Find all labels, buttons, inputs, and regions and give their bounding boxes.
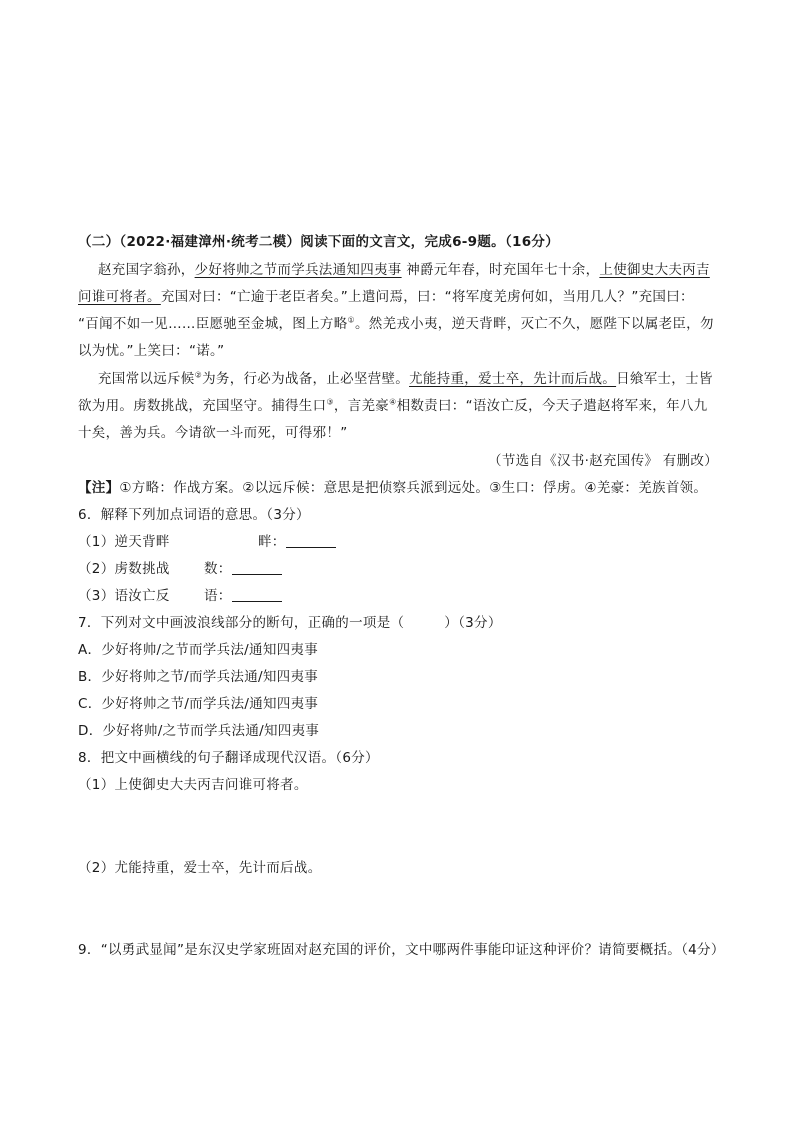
underlined-sentence-2: 尤能持重，爱士卒，先计而后战。 <box>409 371 617 387</box>
underlined-sentence-1: 上使御史大夫丙吉 <box>599 262 710 278</box>
wavy-underlined-text: 少好将帅之节而学兵法通知四夷事 <box>194 262 402 278</box>
note-marker: ④ <box>389 397 397 407</box>
q6-item-1: （1）逆天背畔 畔： <box>78 532 728 552</box>
passage-p1-line2: 问谁可将者。充国对曰：“亡逾于老臣者矣。”上遣问焉，曰：“将军度羌虏何如，当用几人？”充国曰： <box>78 289 694 305</box>
q6-item-3: （3）语汝亡反 语： <box>78 586 728 606</box>
notes-text: ①方略：作战方案。②以远斥候：意思是把侦察兵派到远处。③生口：俘虏。④羌豪：羌族首领。 <box>119 480 708 496</box>
q8-sentence-2: （2）尤能持重，爱士卒，先计而后战。 <box>78 860 322 876</box>
passage-p2-line3: 十矣，善为兵。今请欲一斗而死，可得邪！” <box>78 425 348 441</box>
note-marker: ① <box>347 315 355 325</box>
passage-p2-line2: 欲为用。虏数挑战，充国坚守。捕得生口③，言羌豪④相数责曰：“语汝亡反，今天子遣赵将军来，年八九 <box>78 397 708 414</box>
q8-sentence-1: （1）上使御史大夫丙吉问谁可将者。 <box>78 777 308 793</box>
underlined-sentence-1-cont: 问谁可将者。 <box>78 289 161 305</box>
passage-source: （节选自《汉书·赵充国传》 有删改） <box>488 453 718 469</box>
q7-option-a: A．少好将帅/之节而学兵法/通知四夷事 <box>78 642 319 658</box>
notes-label: 【注】 <box>78 480 120 496</box>
passage-p1-line1: 赵充国字翁孙，少好将帅之节而学兵法通知四夷事 神爵元年春，时充国年七十余，上使御史大夫丙吉 <box>98 262 710 278</box>
q7-option-c: C．少好将帅之节/而学兵法/通知四夷事 <box>78 696 319 712</box>
q7-option-d: D．少好将帅/之节而学兵法通/知四夷事 <box>78 723 320 739</box>
q7-stem: 7．下列对文中画波浪线部分的断句，正确的一项是（ ）（3分） <box>78 615 502 631</box>
passage-p1-line4: 以为忧。”上笑曰：“诺。” <box>78 343 225 359</box>
q8-stem: 8．把文中画横线的句子翻译成现代汉语。（6分） <box>78 750 379 766</box>
passage-p2-line1: 充国常以远斥候②为务，行必为战备，止必坚营壁。尤能持重，爱士卒，先计而后战。日飨军士，士皆 <box>98 370 713 387</box>
note-marker: ② <box>194 370 203 380</box>
answer-blank[interactable] <box>232 587 282 602</box>
section-header: （二）（2022·福建漳州·统考二模）阅读下面的文言文，完成6-9题。（16分） <box>78 234 560 250</box>
answer-blank[interactable] <box>286 533 336 548</box>
q7-option-b: B．少好将帅之节/而学兵法通/知四夷事 <box>78 669 319 685</box>
note-marker: ③ <box>326 397 334 407</box>
q9-stem: 9．“以勇武显闻”是东汉史学家班固对赵充国的评价，文中哪两件事能印证这种评价？请简要概括。（4分） <box>78 942 725 958</box>
passage-p1-line3: “百闻不如一见……臣愿驰至金城，图上方略①。然羌戎小夷，逆天背畔，灭亡不久，愿陛下以属老臣，勿 <box>78 315 714 332</box>
answer-blank[interactable] <box>232 560 282 575</box>
q6-item-2: （2）虏数挑战 数： <box>78 559 728 579</box>
notes <box>78 478 728 498</box>
q6-stem: 6．解释下列加点词语的意思。（3分） <box>78 507 310 523</box>
